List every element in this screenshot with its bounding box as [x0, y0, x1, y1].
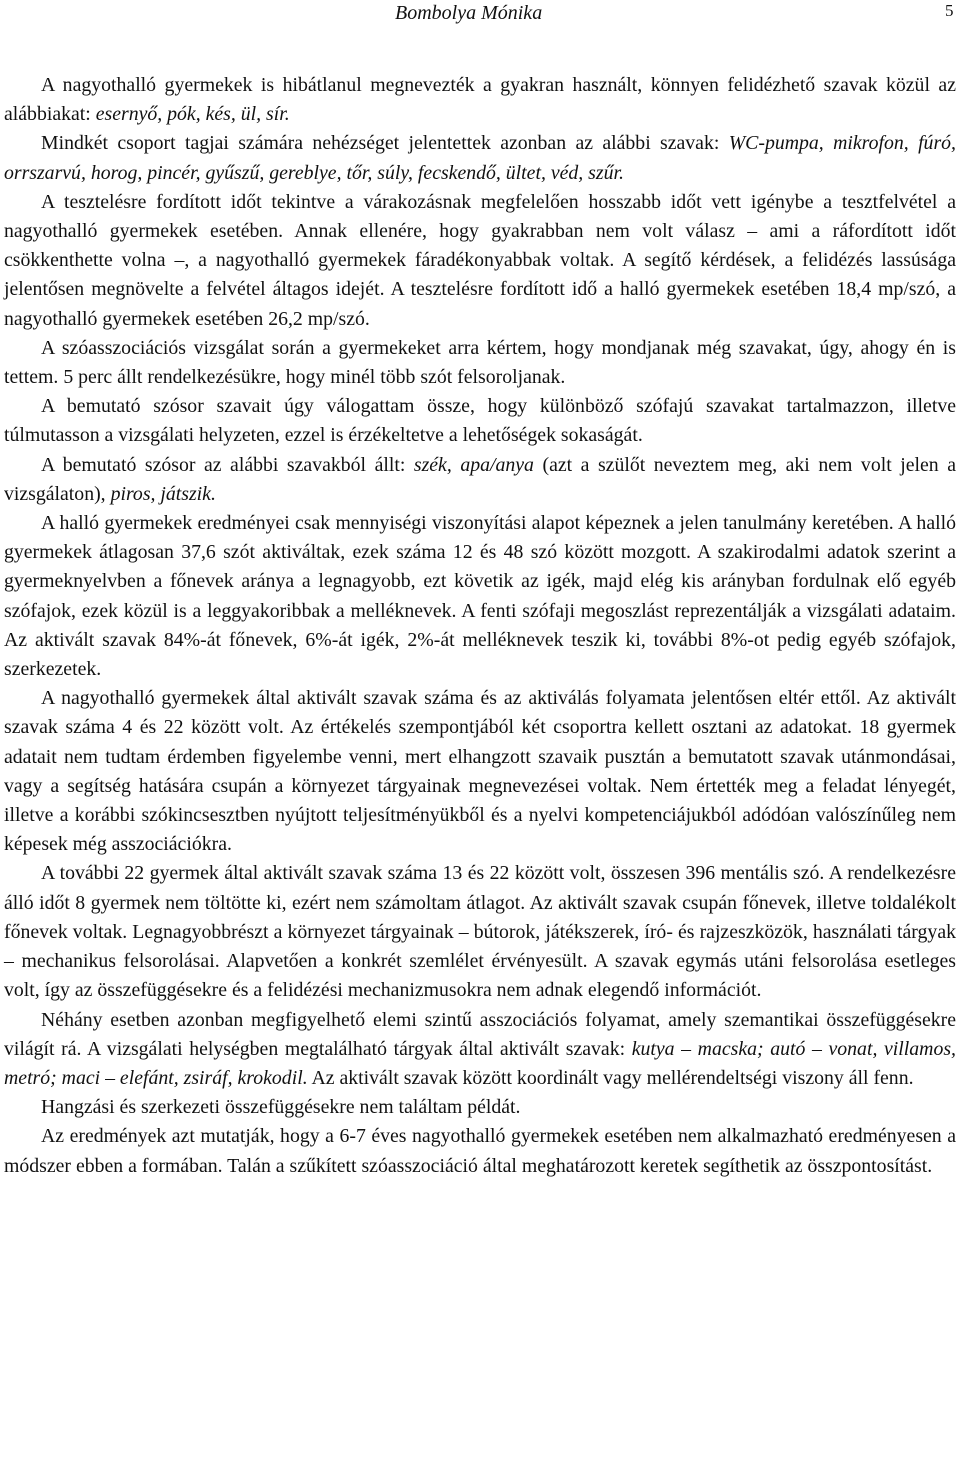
paragraph [4, 188, 956, 334]
paragraph-text: A bemutató szósor szavait úgy válogattam össze, hogy különböző szófajú szavakat tartalmazzon, illetve túlmutasson a vizsgálati helyzeten, ezzel is érzékeltetve a lehetőségek sokaságát. [4, 395, 956, 447]
paragraph-text: Az eredmények azt mutatják, hogy a 6-7 éves nagyothalló gyermekek esetében nem alkalmazható eredményesen a módszer ebben a formában. Talán a szűkített szóasszociáció által meghatározott keretek segíthetik az összpontosítást. [4, 1125, 956, 1177]
paragraph-italic-text: kutya – macska; autó – vonat, villamos, metró; maci – elefánt, zsiráf, krokodil. [4, 1037, 956, 1089]
paragraph [4, 684, 956, 859]
paragraph-text: A bemutató szósor az alábbi szavakból állt: [41, 453, 414, 476]
paragraph [4, 509, 956, 684]
paragraph-text: A szóasszociációs vizsgálat során a gyermekeket arra kértem, hogy mondjanak még szavakat, úgy, ahogy én is tettem. 5 perc állt rendelkezésükre, hogy minél több szót felsoroljanak. [4, 336, 956, 389]
paragraph-italic-text: esernyő, pók, kés, ül, sír. [95, 103, 290, 126]
paragraph-text: A nagyothalló gyermekek is hibátlanul megnevezték a gyakran használt, könnyen felidézhető szavak közül az alábbiakat: [4, 74, 956, 126]
paragraph [4, 1093, 956, 1122]
paragraph [4, 859, 956, 1005]
paragraph [4, 451, 956, 509]
paragraph-text: Az aktivált szavak között koordinált vagy mellérendeltségi viszony áll fenn. [307, 1066, 914, 1089]
paragraph-text: A nagyothalló gyermekek által aktivált szavak száma és az aktiválás folyamata jelentősen eltér ettől. Az aktivált szavak száma 4 és 22 között volt. Az értékelés szempontjából két csoportra kellett osztani az adatokat. 18 gyermek adatait nem tudtam érdemben figyelembe venni, mert elhangzott szavaik pusztán a bemutatott szavak utánmondásai, vagy a segítség hatására csupán a környezet tárgyainak megnevezései voltak. Nem értették meg a feladat lényegét, illetve a korábbi szókincsesztben nyújtott teljesítményükből és a nyelvi kompetenciájukból adódóan valószínűleg nem képesek még asszociációkra. [4, 687, 956, 856]
paragraph-text: Mindkét csoport tagjai számára nehézséget jelentettek azonban az alábbi szavak: [41, 132, 729, 155]
paragraph-text: A halló gyermekek eredményei csak mennyiségi viszonyítási alapot képeznek a jelen tanulmány keretében. A halló gyermekek átlagosan 37,6 szót aktiváltak, ezek száma 12 és 48 szó között mozgott. A szakirodalmi adatok szerint a gyermeknyelvben a főnevek aránya a legnagyobb, ezt követik az igék, majd elég kis arányban fordulnak elő egyéb szófajok, ezek közül is a leggyakoribbak a melléknevek. A fenti szófaji megoszlást reprezentálják a vizsgálati adataim. Az aktivált szavak 84%-át főnevek, 6%-át igék, 2%-át melléknevek teszik ki, további 8%-ot pedig egyéb szófajok, szerkezetek. [4, 512, 956, 681]
paragraph-italic-text: WC-pumpa, mikrofon, fúró, orrszarvú, horog, pincér, gyűszű, gereblye, tőr, súly, fecskendő, ültet, véd, szűr. [4, 132, 956, 184]
paragraph-italic-text: szék, apa/anya [413, 453, 534, 476]
paragraph [4, 1122, 956, 1180]
paragraph [4, 392, 956, 450]
paragraph-text: Néhány esetben azonban megfigyelhető elemi szintű asszociációs folyamat, amely szemantikai összefüggésekre világít rá. A vizsgálati helységben megtalálható tárgyak által aktivált szavak: [4, 1008, 956, 1060]
running-head-author: Bombolya Mónika [395, 2, 543, 24]
paragraph [4, 1006, 956, 1094]
paragraph [4, 129, 956, 187]
paragraph [4, 71, 956, 129]
document-body [4, 71, 956, 1181]
paragraph-text: Hangzási és szerkezeti összefüggésekre nem találtam példát. [41, 1096, 521, 1119]
page-header [0, 0, 960, 34]
paragraph-text: A tesztelésre fordított időt tekintve a várakozásnak megfelelően hosszabb időt vett igénybe a tesztfelvétel a nagyothalló gyermekek esetében. Annak ellenére, hogy gyakrabban nem volt válasz – ami a ráfordított időt csökkenthette volna –, a nagyothalló gyermekek fáradékonyabbak voltak. A segítő kérdések, a felidézés lassúsága jelentősen megnövelte a felvétel áltagos idejét. A tesztelésre fordított idő a halló gyermekek esetében 18,4 mp/szó, a nagyothalló gyermekek esetében 26,2 mp/szó. [4, 190, 956, 330]
paragraph-text: (azt a szülőt neveztem meg, aki nem volt jelen a vizsgálaton), [4, 453, 956, 505]
page-number: 5 [945, 1, 954, 20]
paragraph-italic-text: piros, játszik. [110, 482, 216, 505]
paragraph-text: A további 22 gyermek által aktivált szavak száma 13 és 22 között volt, összesen 396 mentális szó. A rendelkezésre álló időt 8 gyermek nem töltötte ki, ezért nem számoltam átlagot. Az aktivált szavak csupán főnevek, illetve toldalékolt főnevek voltak. Legnagyobbrészt a környezet tárgyainak – bútorok, játékszerek, író- és rajzeszközök, használati tárgyak – mechanikus felsorolásai. Alapvetően a konkrét szemlélet érvényesült. A szavak egymás utáni felsorolása esetleges volt, így az összefüggésekre és a felidézési mechanizmusokra nem adnak elegendő információt. [4, 862, 956, 1002]
paragraph [4, 334, 956, 392]
